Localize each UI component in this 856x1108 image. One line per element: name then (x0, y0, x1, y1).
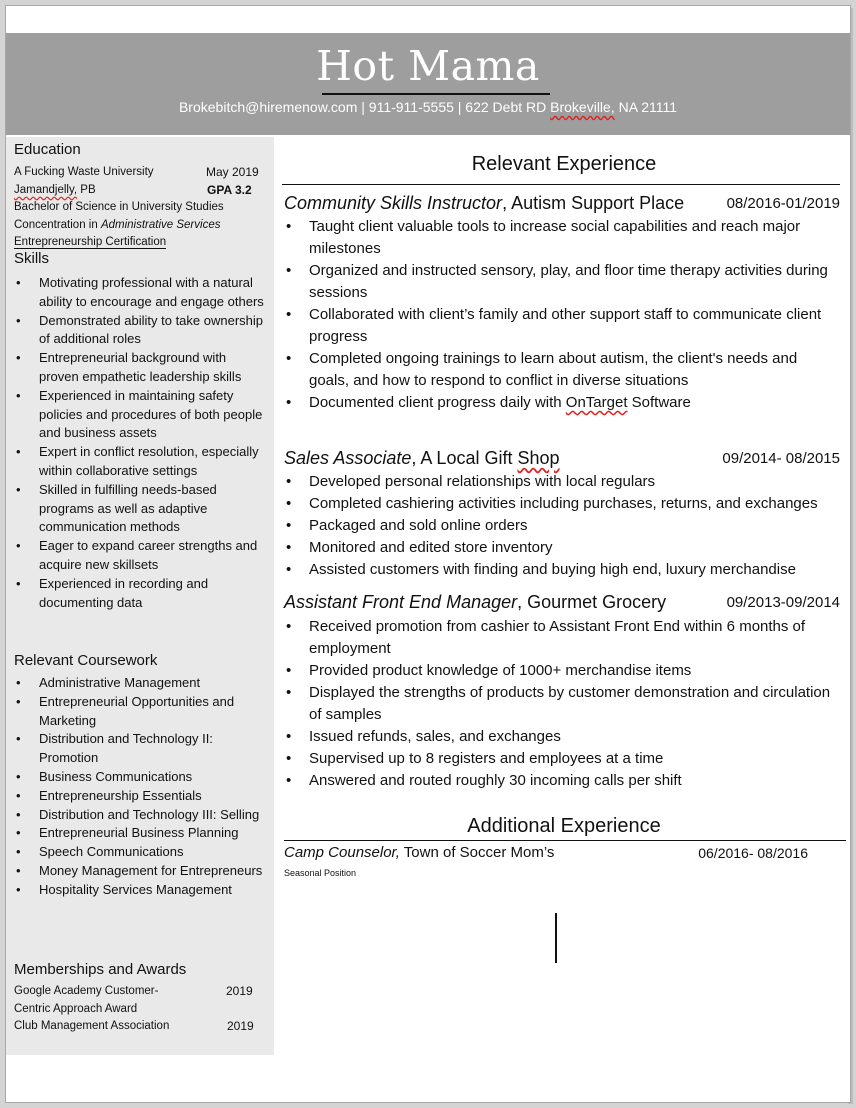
gpa: GPA 3.2 (207, 183, 252, 197)
coursework-list (14, 674, 266, 900)
job-bullet: • Assisted customers with finding and buying high end, luxury merchandise (284, 559, 840, 581)
job-bullet: • Monitored and edited store inventory (284, 537, 840, 559)
job-bullet: • Provided product knowledge of 1000+ merchandise items (284, 660, 840, 682)
skill-item: • Expert in conflict resolution, especially within collaborative settings (14, 443, 266, 481)
skills-heading: Skills (14, 250, 50, 267)
applicant-name: Hot Mama (316, 42, 540, 90)
job-dates: 08/2016-01/2019 (726, 195, 840, 212)
school-state: PB (77, 184, 96, 196)
bullet-text: Documented client progress daily with (309, 394, 566, 411)
job-company: , A Local Gift (411, 448, 518, 468)
course-item: • Speech Communications (14, 843, 266, 862)
job-bullet: • Developed personal relationships with local regulars (284, 471, 840, 493)
additional-job-title: Camp Counselor, (284, 844, 400, 861)
job-header (284, 448, 840, 469)
course-item: • Money Management for Entrepreneurs (14, 862, 266, 881)
bullet-text-end: Software (627, 394, 691, 411)
job-bullet (284, 392, 840, 414)
course-item: • Distribution and Technology II: Promotion (14, 730, 266, 768)
additional-job-company: Town of Soccer Mom’s (399, 844, 555, 861)
job-company: , Gourmet Grocery (517, 592, 667, 612)
sidebar (6, 137, 274, 1055)
job-dates: 09/2013-09/2014 (726, 594, 840, 611)
contact-details: Brokebitch@hiremenow.com | 911-911-5555 | 622 Debt RD (178, 99, 551, 115)
concentration-label: Concentration in (14, 219, 101, 231)
job-bullet: • Issued refunds, sales, and exchanges (284, 726, 840, 748)
job-company: , Autism Support Place (502, 193, 685, 213)
membership-name: Club Management Association (14, 1020, 170, 1032)
course-item: • Distribution and Technology III: Selling (14, 806, 266, 825)
job-company-end: Shop (517, 448, 560, 468)
skill-item: • Skilled in fulfilling needs-based programs as well as adaptive communication methods (14, 481, 266, 537)
certification-label: Entrepreneurship Certification (14, 236, 167, 248)
skill-item: • Eager to expand career strengths and acquire new skillsets (14, 537, 266, 575)
course-item: • Administrative Management (14, 674, 266, 693)
job-bullet: • Received promotion from cashier to Assistant Front End within 6 months of employment (284, 616, 840, 660)
job-bullets (284, 216, 840, 414)
course-item: • Entrepreneurial Business Planning (14, 824, 266, 843)
job-bullets (284, 616, 840, 792)
contact-city: Brokeville, (550, 99, 615, 115)
school-city: Jamandjelly, (14, 184, 78, 196)
contact-zip: NA 21111 (614, 99, 678, 115)
skills-list (14, 274, 266, 612)
resume-page (5, 5, 851, 1103)
job-bullet: • Completed ongoing trainings to learn about autism, the client's needs and goals, and how to respond to conflict in diverse situations (284, 348, 840, 392)
job-title: Assistant Front End Manager (284, 592, 518, 612)
relevant-experience-heading: Relevant Experience (471, 153, 657, 175)
school-location (14, 181, 96, 199)
education-heading: Education (14, 141, 81, 158)
job-bullet: • Packaged and sold online orders (284, 515, 840, 537)
skill-item: • Entrepreneurial background with proven empathetic leadership skills (14, 349, 266, 387)
coursework-heading: Relevant Coursework (14, 652, 158, 669)
school-name: A Fucking Waste University (14, 166, 154, 178)
course-item: • Entrepreneurship Essentials (14, 787, 266, 806)
job-bullets (284, 471, 840, 581)
job-title: Sales Associate (284, 448, 412, 468)
concentration (14, 216, 220, 234)
degree: Bachelor of Science in University Studies (14, 201, 224, 213)
section-divider (284, 840, 846, 841)
software-name: OnTarget (565, 394, 628, 411)
additional-job-note: Seasonal Position (284, 868, 357, 878)
additional-experience-heading: Additional Experience (467, 815, 661, 837)
additional-job-header (284, 844, 840, 861)
job-dates: 09/2014- 08/2015 (722, 450, 840, 467)
job-bullet: • Answered and routed roughly 30 incoming calls per shift (284, 770, 840, 792)
course-item: • Hospitality Services Management (14, 881, 266, 900)
job-bullet: • Supervised up to 8 registers and employees at a time (284, 748, 840, 770)
section-divider (282, 184, 840, 185)
contact-line (6, 99, 850, 115)
job-bullet: • Displayed the strengths of products by customer demonstration and circulation of samples (284, 682, 840, 726)
course-item: • Entrepreneurial Opportunities and Marketing (14, 693, 266, 731)
name-underline (322, 93, 550, 95)
skill-item: • Experienced in recording and documenting data (14, 575, 266, 613)
award-name-cont: Centric Approach Award (14, 1003, 138, 1015)
job-title: Community Skills Instructor (284, 193, 503, 213)
skill-item: • Experienced in maintaining safety policies and procedures of both people and business assets (14, 387, 266, 443)
awards-heading: Memberships and Awards (14, 961, 187, 978)
job-bullet: • Collaborated with client’s family and other support staff to communicate client progress (284, 304, 840, 348)
job-bullet: • Completed cashiering activities including purchases, returns, and exchanges (284, 493, 840, 515)
job-bullet: • Taught client valuable tools to increase social capabilities and reach major milestones (284, 216, 840, 260)
graduation-date: May 2019 (206, 165, 259, 179)
concentration-value: Administrative Services (100, 219, 221, 231)
job-header (284, 193, 840, 214)
course-item: • Business Communications (14, 768, 266, 787)
certification (14, 233, 166, 251)
skill-item: • Motivating professional with a natural ability to encourage and engage others (14, 274, 266, 312)
award-year: 2019 (226, 984, 253, 998)
membership-year: 2019 (227, 1019, 254, 1033)
additional-job-dates: 06/2016- 08/2016 (698, 845, 808, 861)
skill-item: • Demonstrated ability to take ownership of additional roles (14, 312, 266, 350)
header-banner (6, 33, 850, 135)
job-header (284, 592, 840, 613)
award-name: Google Academy Customer- (14, 985, 159, 997)
text-cursor (555, 913, 557, 963)
job-bullet: • Organized and instructed sensory, play, and floor time therapy activities during sessions (284, 260, 840, 304)
